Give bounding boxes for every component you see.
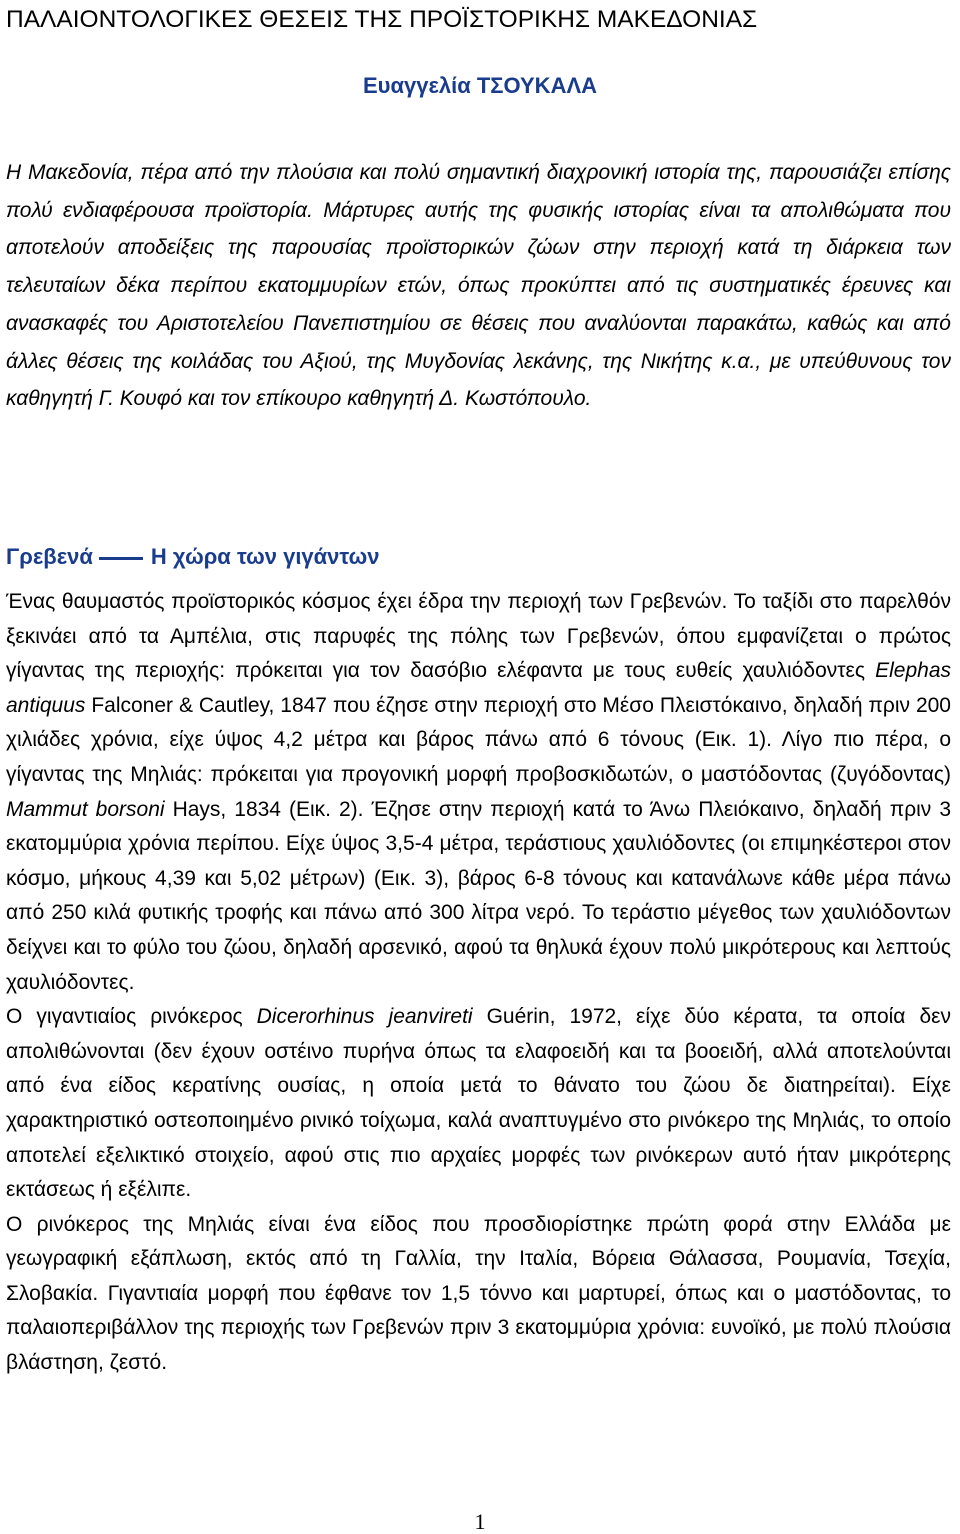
section-heading [6,541,951,573]
section-place: Γρεβενά [6,544,93,569]
author-name: Ευαγγελία ΤΣΟΥΚΑΛΑ [362,73,598,98]
p2-text-b: Guérin, 1972, είχε δύο κέρατα, τα οποία δεν απολιθώνονται (δεν έχουν οστέινο πυρήνα όπως τα ελαφοειδή και τα βοοειδή, αλλά αποτελούνται από ένα είδος κερατίνης ουσίας, η οποία μετά το θάνατο του ζώου δε διατηρείται). Είχε χαρακτηριστικό οστεοποιημένο ρινικό τοίχωμα, καλά αναπτυγμένο στο ρινόκερο της Μηλιάς, το οποίο αποτελεί εξελικτικό στοιχείο, αφού στις πιο αρχαίες μορφές των ρινόκερων αυτό ήταν μικρότερης εκτάσεως ή εξέλιπε. [6,1005,952,1202]
p1-text-b: Falconer & Cautley, 1847 που έζησε στην περιοχή στο Μέσο Πλειστόκαινο, δηλαδή πριν 200 χιλιάδες χρόνια, είχε ύψος 4,2 μέτρα και βάρος πάνω από 6 τόνους (Εικ. 1). Λίγο πιο πέρα, ο γίγαντας της Μηλιάς: πρόκειται για προγονική μορφή προβοσκιδωτών, ο μαστόδοντας (ζυγόδοντας) [6,693,951,786]
document-title: ΠΑΛΑΙΟΝΤΟΛΟΓΙΚΕΣ ΘΕΣΕΙΣ ΤΗΣ ΠΡΟΪΣΤΟΡΙΚΗΣ ΜΑΚΕΔΟΝΙΑΣ [6,6,758,33]
body-paragraph-2 [6,1000,951,1208]
p2-text-a: Ο γιγαντιαίος ρινόκερος [6,1005,257,1029]
species-name: Mammut borsoni [6,797,165,821]
heading-dash [99,557,143,560]
body-paragraph-1 [6,585,951,1000]
p1-text-a: Ένας θαυμαστός προϊστορικός κόσμος έχει έδρα την περιοχή των Γρεβενών. Το ταξίδι στο παρελθόν ξεκινάει από τα Αμπέλια, στις παρυφές της πόλης των Γρεβενών, όπου εμφανίζεται ο πρώτος γίγαντας της περιοχής: πρόκειται για τον δασόβιο ελέφαντα με τους ευθείς χαυλιόδοντες [6,590,951,683]
page-number: 1 [474,1509,486,1534]
intro-paragraph: Η Μακεδονία, πέρα από την πλούσια και πολύ σημαντική διαχρονική ιστορία της, παρουσιάζει επίσης πολύ ενδιαφέρουσα προϊστορία. Μάρτυρες αυτής της φυσικής ιστορίας είναι τα απολιθώματα που αποτελούν αποδείξεις της παρουσίας προϊστορικών ζώων στην περιοχή κατά τη διάρκεια των τελευταίων δέκα περίπου εκατομμυρίων ετών, όπως προκύπτει από τις συστηματικές έρευνες και ανασκαφές του Αριστοτελείου Πανεπιστημίου σε θέσεις που αναλύονται παρακάτω, καθώς και από άλλες θέσεις της κοιλάδας του Αξιού, της Μυγδονίας λεκάνης, της Νικήτης κ.α., με υπεύθυνους τον καθηγητή Γ. Κουφό και τον επίκουρο καθηγητή Δ. Κωστόπουλο. [6,161,951,411]
species-name: Elephas antiquus [6,659,951,717]
section-body [6,585,951,1381]
p1-text-c: Hays, 1834 (Εικ. 2). Έζησε στην περιοχή κατά το Άνω Πλειόκαινο, δηλαδή πριν 3 εκατομμύρια χρόνια περίπου. Είχε ύψος 3,5-4 μέτρα, τεράστιους χαυλιόδοντες (οι επιμηκέστεροι στον κόσμο, μήκους 4,39 και 5,02 μέτρων) (Εικ. 3), βάρος 6-8 τόνους και κατανάλωνε κάθε μέρα πάνω από 250 κιλά φυτικής τροφής και πάνω από 300 λίτρα νερό. Το τεράστιο μέγεθος των χαυλιόδοντων δείχνει και το φύλο του ζώου, δηλαδή αρσενικό, αφού τα θηλυκά έχουν πολύ μικρότερους και λεπτούς χαυλιόδοντες. [6,797,951,994]
section-subtitle: Η χώρα των γιγάντων [150,544,380,569]
species-name: Dicerorhinus jeanvireti [256,1005,473,1029]
body-paragraph-3: Ο ρινόκερος της Μηλιάς είναι ένα είδος που προσδιορίστηκε πρώτη φορά στην Ελλάδα με γεωγραφική εξάπλωση, εκτός από τη Γαλλία, την Ιταλία, Βόρεια Θάλασσα, Ρουμανία, Τσεχία, Σλοβακία. Γιγαντιαία μορφή που έφθανε τον 1,5 τόννο και μαρτυρεί, όπως και ο μαστόδοντας, το παλαιοπεριβάλλον της περιοχής των Γρεβενών πριν 3 εκατομμύρια χρόνια: ευνοϊκό, με πολύ πλούσια βλάστηση, ζεστό. [6,1212,951,1375]
